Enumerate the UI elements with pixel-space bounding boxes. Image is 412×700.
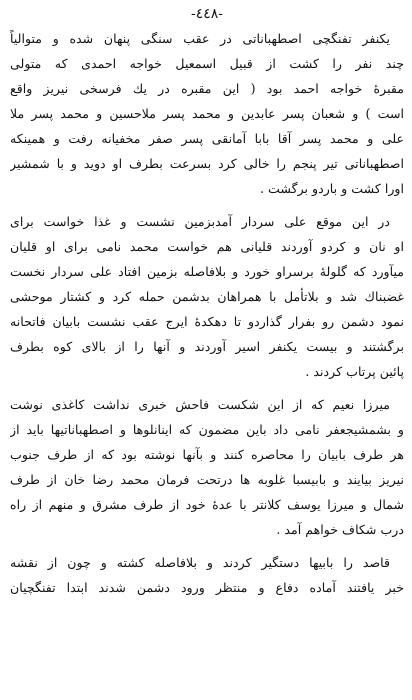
text-line: برگشتند و بیست یکنفر اسیر آوردند و آنها را از بالای کوه بطرف <box>10 339 404 354</box>
paragraph-2 <box>10 209 404 384</box>
text-line: او نان و کردو آوردند قلیانی هم خواست محمد نامی برای او قلیان <box>10 239 404 254</box>
text-line: یکنفر تفنگچی اصطهباناتی در عقب سنگی پنهان شده و متوالیاً <box>10 31 390 46</box>
text-line: نیریز بیایند و بابیسبا غلوبه ها درتحت فرمان محمد رضا خان از طرف <box>10 472 404 487</box>
text-line: میرزا نعیم که از این شکست فاحش خبری نداشت کاغذی نوشت <box>10 397 390 412</box>
text-line: و بشمشیجعفر نامی داد باین مضمون که اینانلوها و اصطهباناتیها باید از <box>10 422 404 437</box>
paragraph-4 <box>10 550 404 600</box>
text-line: هر طرف بابیان را محاصره کنند و بآنها نوشته بود که از طرف جنوب <box>10 447 404 462</box>
text-line: اصطهباناتی تیر پنجم را خالی کرد بسرعت بطرف او دوید و با شمشیر <box>10 156 404 171</box>
paragraph-3 <box>10 392 404 542</box>
text-line: علی و محمد پسر آقا بابا آمانقی پسر صفر مخفیانه رفت و همینکه <box>10 131 404 146</box>
page-number: -٤٤٨- <box>190 6 224 22</box>
text-line: اورا کشت و باردو برگشت . <box>259 181 404 196</box>
text-line: است ) و شعبان پسر عابدین و محمد پسر ملاحسین و محمد پسر ملا <box>10 106 404 121</box>
text-line: پائین پرتاب کردند . <box>305 364 404 379</box>
text-line: درب شکاف خواهم آمد . <box>276 522 404 537</box>
text-line: میآورد که گلولهٔ برسراو خورد و بلافاصله بزمین افتاد علی سردار نخست <box>10 264 404 279</box>
text-line: قاصد را بابیها دستگیر کردند و بلافاصله کشته و چون از نقشه <box>10 555 390 570</box>
text-line: در این موقع علی سردار آمدبزمین نشست و غذا خواست برای <box>10 214 390 229</box>
text-line: مقبرهٔ خواجه احمد بود ( این مقبره در یك فرسخی نیریز واقع <box>10 81 404 96</box>
text-line: غضبناك شد و بلاتأمل با همراهان بدشمن حمله کرد و کشتار موحشی <box>10 289 404 304</box>
text-line: چند نفر را کشت از قبیل اسمعیل خواجه احمدی که متولی <box>10 56 404 71</box>
paragraph-1 <box>10 26 404 201</box>
text-line: نمود دشمن رو بفرار گذاردو تا دهکدهٔ ایرج عقب نشست بابیان فاتحانه <box>10 314 404 329</box>
text-line: خبر یافتند آماده دفاع و منتظر ورود دشمن شدند ابتدا تفنگچیان <box>10 580 404 595</box>
text-line: شمال و میرزا یوسف کلانتر با عدهٔ خود از طرف مشرق و منهم از راه <box>10 497 404 512</box>
